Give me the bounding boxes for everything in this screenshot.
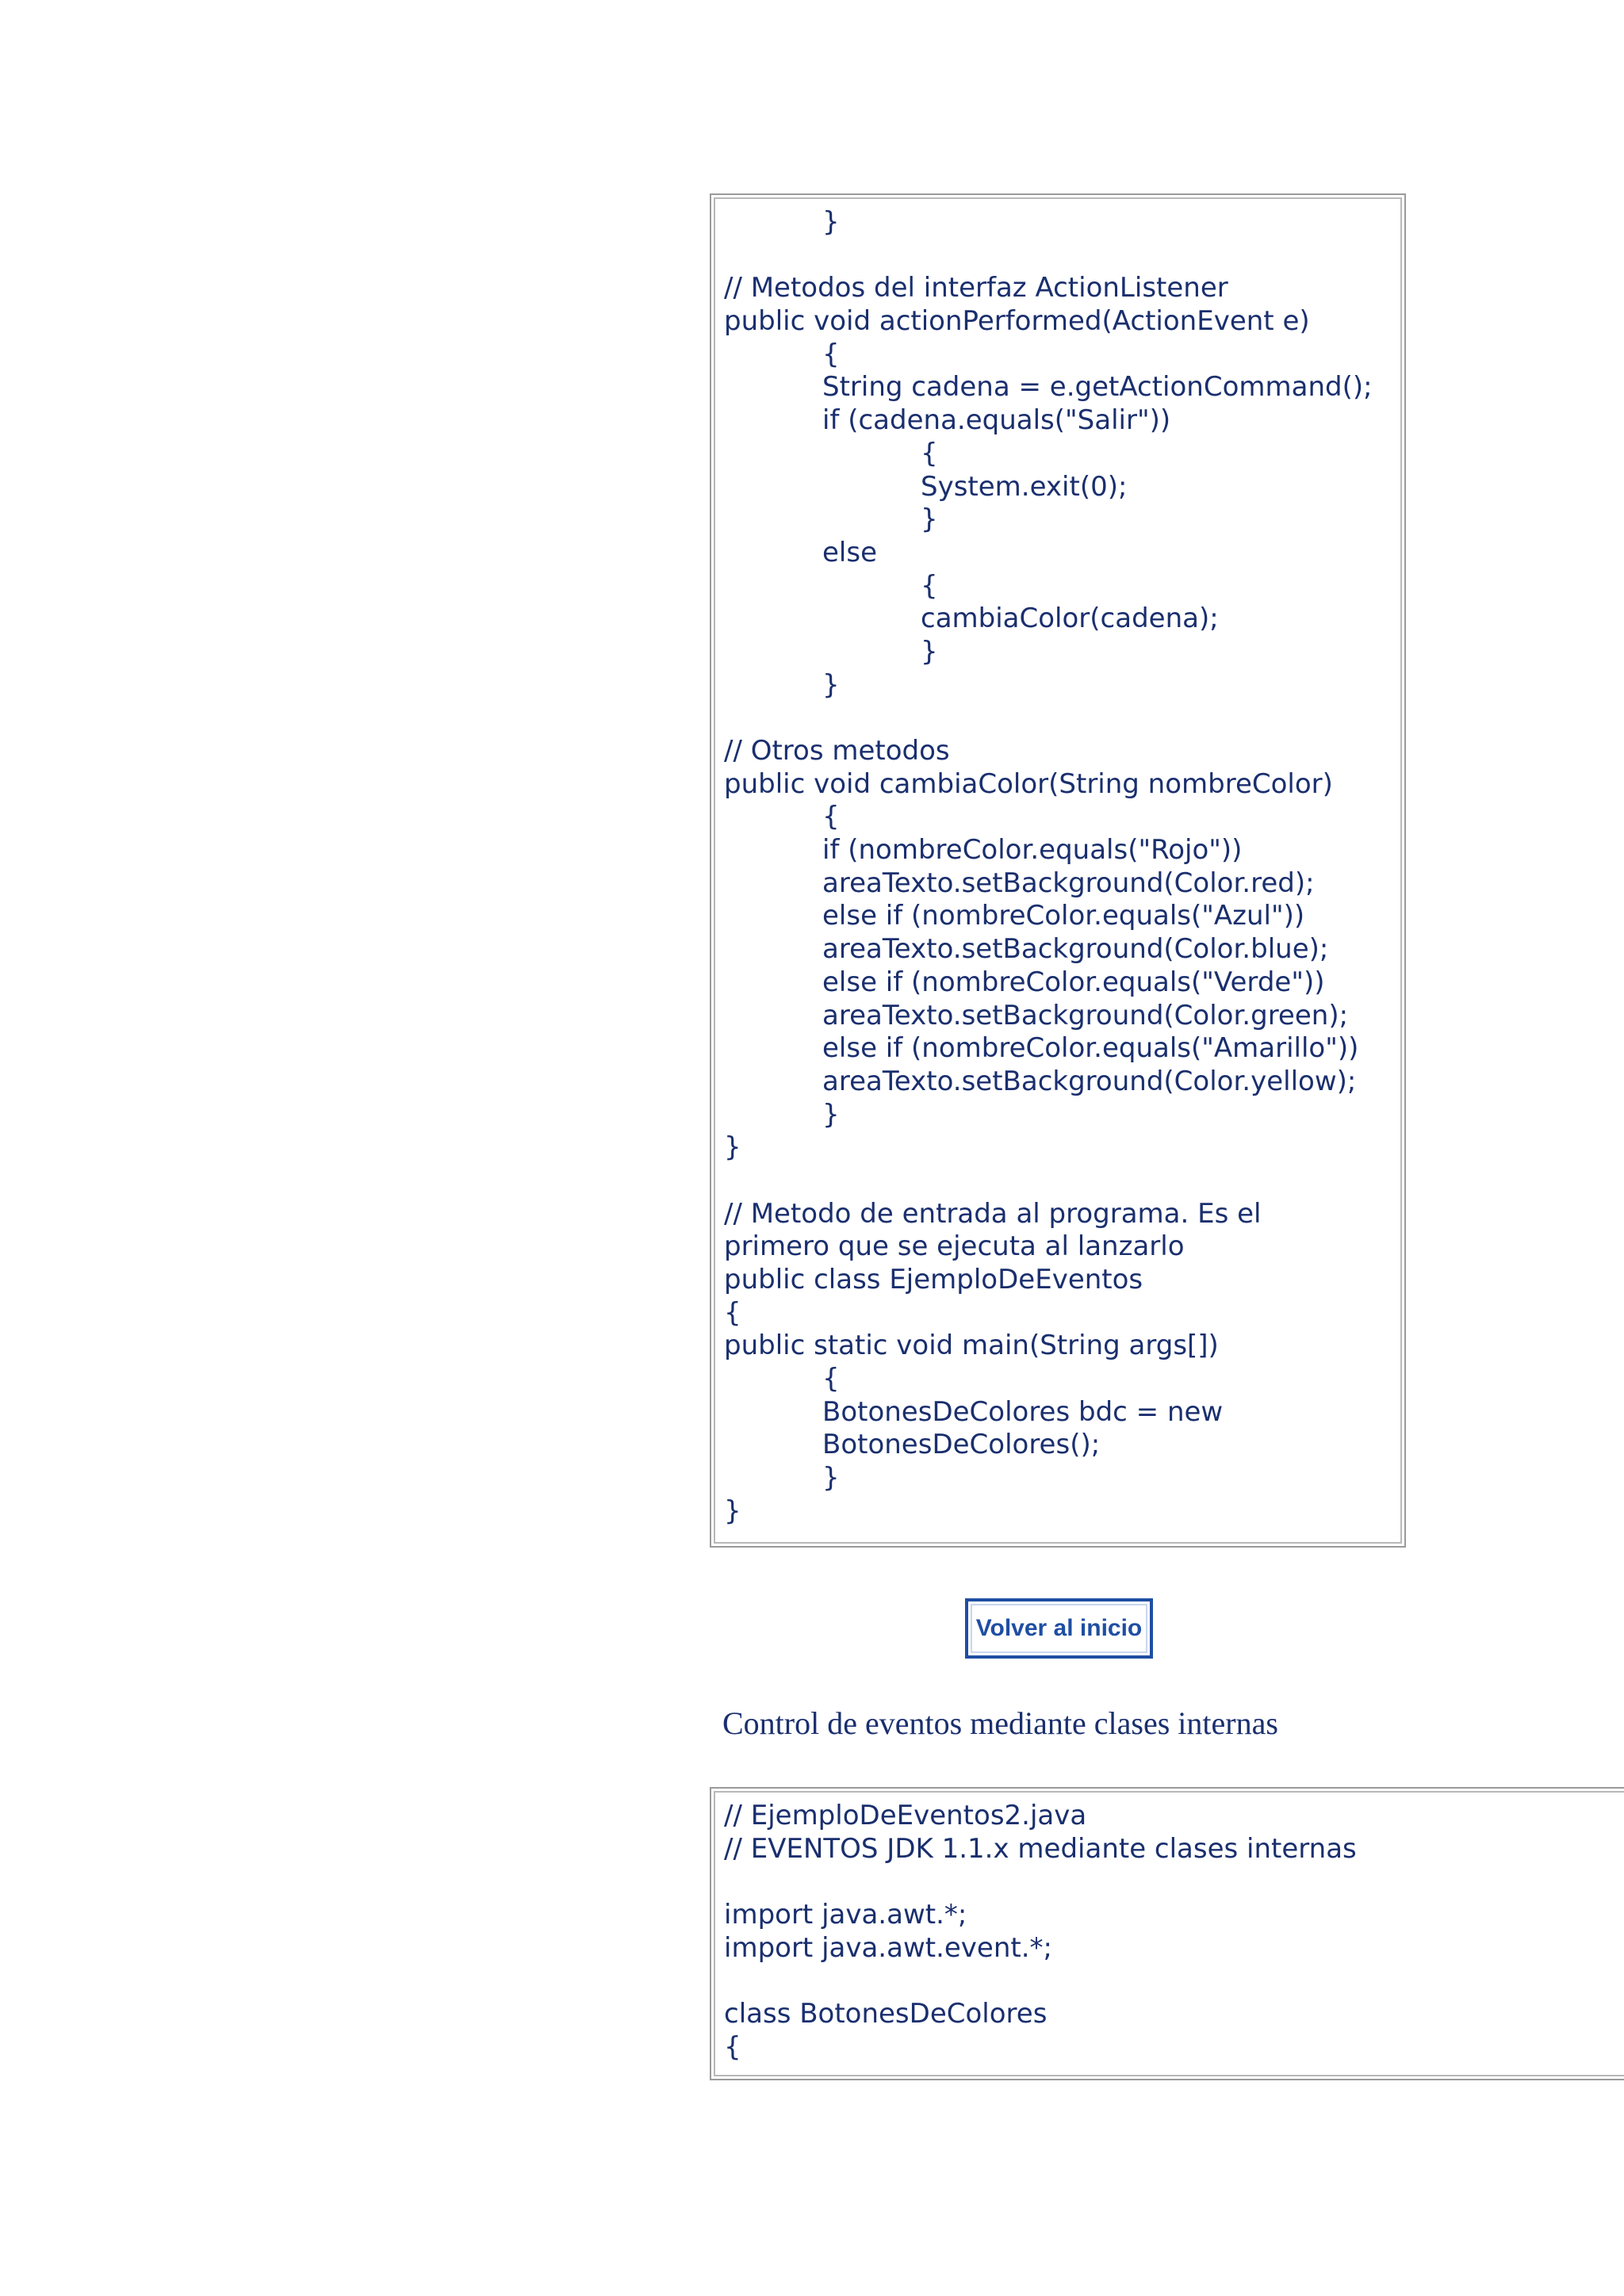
code-line: areaTexto.setBackground(Color.green); [822,999,1349,1031]
code-line: } [822,206,840,238]
code-line: public void actionPerformed(ActionEvent e) [724,305,1310,338]
code-line: } [822,1098,840,1131]
code-line: else if (nombreColor.equals("Amarillo")) [822,1032,1359,1065]
code-line: System.exit(0); [921,470,1128,503]
code-listing [724,1800,1357,2064]
code-line [724,239,1373,273]
code-line: BotonesDeColores(); [822,1429,1101,1461]
code-line: } [724,1131,741,1164]
code-line: } [921,635,938,668]
code-line: } [822,1462,840,1494]
code-line: else [822,536,877,568]
code-block-actionlistener [710,193,1406,1548]
code-line: public class EjemploDeEventos [724,1264,1143,1295]
code-line: areaTexto.setBackground(Color.yellow); [822,1065,1357,1097]
code-line [724,1165,1373,1198]
code-line: import java.awt.*; [724,1899,967,1931]
code-line: if (nombreColor.equals("Rojo")) [822,834,1243,867]
code-line: // Otros metodos [724,735,950,767]
code-line: { [921,437,938,469]
code-line: // Metodos del interfaz ActionListener [724,272,1228,304]
code-line: } [724,1494,741,1527]
code-line: } [921,503,938,536]
code-line: { [822,338,840,370]
code-line: { [822,1363,840,1395]
code-line: import java.awt.event.*; [724,1931,1052,1964]
code-line: { [724,1296,741,1329]
code-line: public void cambiaColor(String nombreColor) [724,767,1333,800]
code-line: // EjemploDeEventos2.java [724,1800,1087,1831]
code-line [724,1965,1357,1998]
code-line: public static void main(String args[]) [724,1330,1219,1362]
code-line [724,1866,1357,1899]
code-line: // EVENTOS JDK 1.1.x mediante clases internas [724,1832,1357,1865]
code-line: { [724,2030,741,2063]
back-to-start-button[interactable]: Volver al inicio [965,1598,1153,1659]
code-line: String cadena = e.getActionCommand(); [822,371,1373,404]
section-heading: Control de eventos mediante clases internas [722,1705,1278,1741]
code-block-inner-classes [710,1787,1624,2080]
code-line: { [822,801,840,833]
code-line: cambiaColor(cadena); [921,603,1219,635]
code-line: else if (nombreColor.equals("Verde")) [822,966,1325,998]
code-line: areaTexto.setBackground(Color.blue); [822,933,1329,966]
code-line: BotonesDeColores bdc = new [822,1395,1224,1428]
code-line: { [921,569,938,602]
code-line: primero que se ejecuta al lanzarlo [724,1230,1185,1263]
code-line: class BotonesDeColores [724,1998,1048,2030]
code-listing [724,206,1373,1529]
code-line: areaTexto.setBackground(Color.red); [822,867,1315,899]
code-line: } [822,668,840,701]
code-line [724,702,1373,735]
code-line: else if (nombreColor.equals("Azul")) [822,900,1305,932]
code-line: // Metodo de entrada al programa. Es el [724,1197,1262,1230]
code-line: if (cadena.equals("Salir")) [822,404,1171,437]
